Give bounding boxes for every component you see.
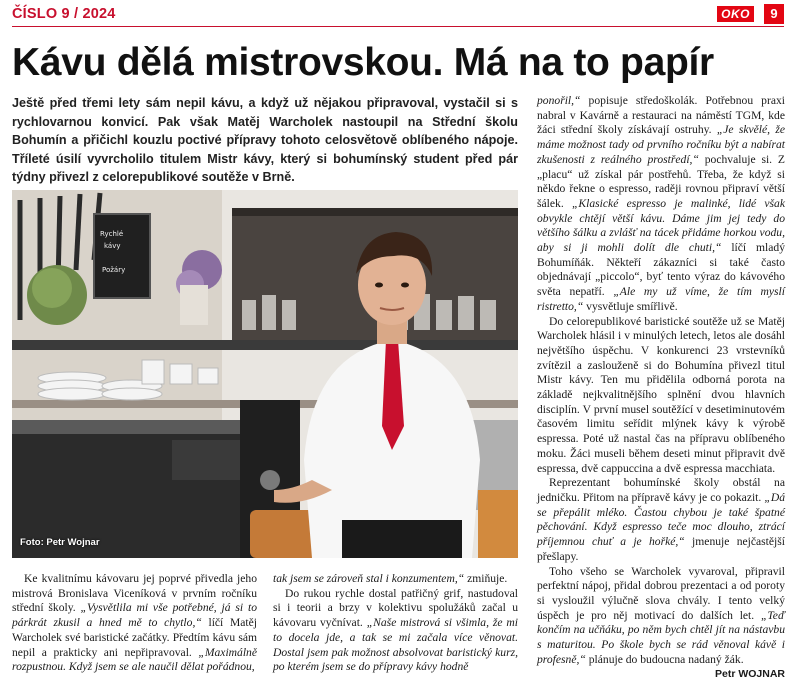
quote: „Naše mistrová si všimla, že mi to docela jde, a tak se mi začala více věnovat. Dostal jsem pak možnost absolvovat baristický kurz, po kterém jsem se do přípravy kávy hodně	[273, 616, 518, 674]
body-text: Reprezentant bohumínské školy obstál na jedničku. Přitom na přípravě kávy je co pokazit.	[537, 476, 785, 504]
svg-text:Požáry: Požáry	[102, 266, 126, 274]
body-paragraph: Do celorepublikové baristické soutěže už se Matěj Warcholek hlásil i v minulých letech, letos ale dosáhl největšího úspěchu. V konkurenci 23 vrstevníků zvítězil a zaslouženě si do Bohumína přivezl titul Mistr kávy. Ten mu přidělila odborná porota na základě nejkvalitnějšího splnění dvou hlavních disciplín. V první musel soutěžící v desetiminutovém časovém limitu seřídit mlýnek kávy k výrobě espressa. Poté už nastal čas na přípravu oblíbeného moku. Žáci museli během deseti minut připravit dvě espressa, dvě cappuccina a dvě espressa macchiata.	[537, 314, 785, 475]
article-column-3	[537, 94, 785, 682]
author-byline: Petr WOJNAR	[714, 668, 785, 681]
magazine-logo: OKO	[717, 6, 754, 22]
article-column-1	[12, 572, 257, 675]
body-text: plánuje do budoucna nadaný žák.	[585, 652, 744, 666]
quote: „Maximálně rozpustnou. Když jsem se ale naučil dělat pořádnou,	[12, 645, 257, 674]
article-photo	[12, 190, 518, 558]
chalkboard	[94, 214, 150, 298]
body-text: zmiňuje.	[464, 572, 508, 585]
svg-text:kávy: kávy	[104, 242, 121, 250]
issue-number: ČÍSLO 9 / 2024	[12, 6, 116, 22]
body-text: Ke kvalitnímu kávovaru jej poprvé přivedla jeho mistrová Bronislava Viceníková v prvním ročníku střední školy.	[12, 572, 257, 615]
quote: „Klasické espresso je malinké, lidé však obvykle chtějí větší kávu. Dáme jim jej tedy do většího šálku a zvlášť na tácek přidáme horkou vodu, aby si ji mohli dolít dle chuti,“	[537, 196, 785, 255]
quote: „Teď končím na učňáku, po něm bych chtěl jít na nástavbu s maturitou. Po škole bych se rád věnoval kávě i profesně,“	[537, 608, 785, 666]
photo-credit: Foto: Petr Wojnar	[20, 537, 100, 548]
svg-text:Rychlé: Rychlé	[100, 230, 124, 238]
body-text: popisuje středoškolák. Potřebnou praxi nabral v Kavárně a restauraci na náměstí TGM, kde žáci střední školy získávají ostruhy.	[537, 94, 785, 137]
article-lead: Ještě před třemi lety sám nepil kávu, a když už nějakou připravoval, vystačil si s rychlovarnou konvicí. Pak však Matěj Warcholek nastoupil na Střední školu Bohumín a přičichl kouzlu poctivé přípravy tohoto celosvětově oblíbeného nápoje. Tříleté úsilí vyvrcholilo titulem Mistr kávy, který si bohumínský student před pár týdny přivezl z celorepublikové soutěže v Brně.	[12, 96, 518, 185]
header-divider	[12, 26, 784, 27]
quote: ponořil,“	[537, 94, 581, 107]
quote: „Je skvělé, že máme možnost tady od prvního ročníku být a nabírat zkušenosti z reálného prostředí,“	[537, 123, 785, 166]
body-text: pochvaluje si. Z „placu“ už získal pár postřehů. Třeba, že když si někdo řekne o espresso, raději rovnou připraví větší šálek.	[537, 152, 785, 210]
page-number: 9	[764, 4, 784, 24]
body-text: líčí Matěj Warcholek své baristické začátky. Předtím kávu sám nepil a prakticky ani nepřipravoval.	[12, 616, 258, 659]
quote: „Dá se přepálit mléko. Častou chybou je také špatné pěchování. Když espresso teče moc dlouho, ztrácí příjemnou chuť a je hořké,“	[537, 490, 785, 549]
quote: tak jsem se zároveň stal i konzumentem,“	[273, 572, 465, 585]
body-text: Toho všeho se Warcholek vyvaroval, připravil perfektní nápoj, přidal dobrou prezentaci a od poroty si vysloužil výlučně slova chvály. I tento velký úspěch je pro něj motivací do dalších let.	[537, 564, 785, 622]
body-text: Do rukou rychle dostal patřičný grif, nastudoval si i teorii a brzy v kolektivu spolužáků začal u kávovaru vyčnívat.	[273, 586, 518, 630]
article-column-2	[273, 572, 518, 675]
body-text: jmenuje nejčastější přešlapy.	[537, 535, 785, 563]
quote: „Vysvětlila mi vše potřebné, já si to párkrát zkusil a hned mě to chytlo,“	[12, 601, 258, 630]
quote: „Ale my už víme, že tím myslí ristretto,“	[537, 285, 785, 313]
body-text: vysvětluje smířlivě.	[583, 299, 678, 313]
article-headline: Kávu dělá mistrovskou. Má na to papír	[12, 41, 714, 84]
body-text: líčí mladý Bohumíňák. Někteří zákazníci si také často objednávají „piccolo“, byť tento výraz do kávového světa nepatří.	[537, 241, 785, 299]
page-header	[12, 4, 784, 26]
barista-photo-illustration	[12, 190, 518, 558]
